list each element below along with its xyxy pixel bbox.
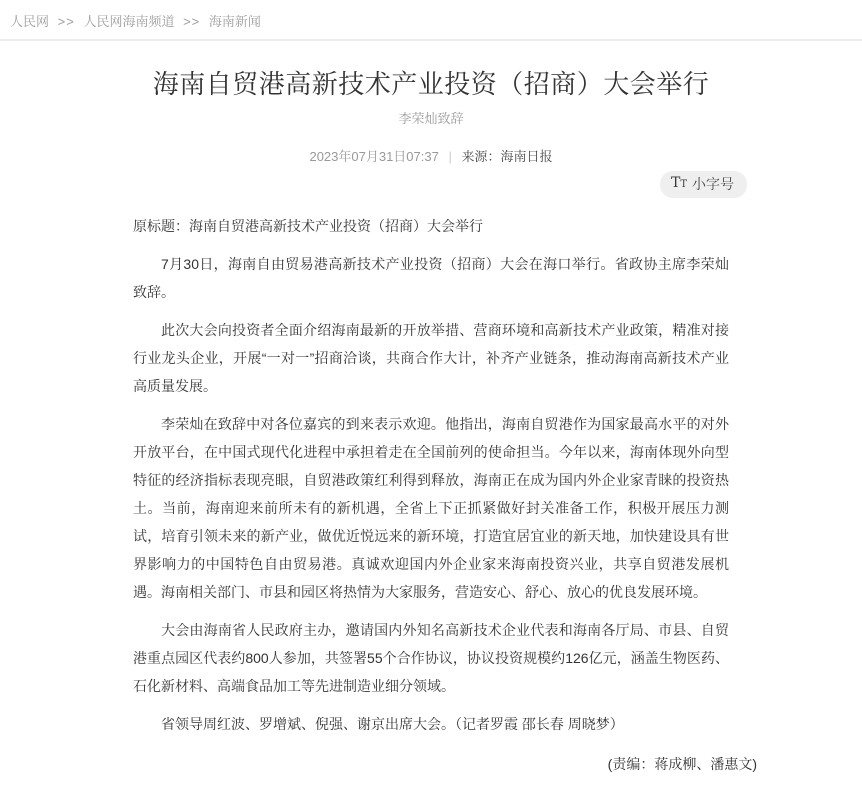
article-title: 海南自贸港高新技术产业投资（招商）大会举行	[152, 69, 710, 99]
article-body	[105, 212, 757, 790]
breadcrumb	[0, 0, 862, 41]
paragraph-4: 大会由海南省人民政府主办，邀请国内外知名高新技术企业代表和海南各厅局、市县、自贸港重点园区代表约800人参加，共签署55个合作协议，协议投资规模约126亿元，涵盖生物医药、石化新材料、高端食品加工等先进制造业细分领域。	[133, 622, 729, 694]
paragraph-5: 省领导周红波、罗增斌、倪强、谢京出席大会。（记者罗霞 邵长春 周晓梦）	[161, 716, 624, 732]
breadcrumb-separator: >>	[183, 14, 201, 29]
original-title-text: 海南自贸港高新技术产业投资（招商）大会举行	[189, 218, 483, 234]
publish-date: 2023年07月31日07:37	[309, 149, 439, 164]
breadcrumb-separator: >>	[57, 14, 75, 29]
breadcrumb-link-hainan-channel[interactable]: 人民网海南频道	[83, 14, 175, 29]
font-size-toolbar	[105, 171, 757, 198]
editors-credit: (责编：蒋成柳、潘惠文)	[607, 756, 757, 772]
paragraph-2: 此次大会向投资者全面介绍海南最新的开放举措、营商环境和高新技术产业政策，精准对接行业龙头企业，开展“一对一”招商洽谈，共商合作大计，补齐产业链条，推动海南高新技术产业高质量发展。	[133, 322, 729, 394]
source-label: 来源：	[461, 149, 501, 164]
original-title	[105, 212, 757, 240]
small-font-button[interactable]	[660, 171, 747, 198]
source-link[interactable]: 海南日报	[500, 149, 553, 164]
meta-separator: |	[448, 149, 452, 164]
article-subtitle: 李荣灿致辞	[398, 111, 464, 126]
paragraph-3: 李荣灿在致辞中对各位嘉宾的到来表示欢迎。他指出，海南自贸港作为国家最高水平的对外开放平台，在中国式现代化进程中承担着走在全国前列的使命担当。今年以来，海南体现外向型特征的经济指标表现亮眼，自贸港政策红利得到释放，海南正在成为国内外企业家青睐的投资热土。当前，海南迎来前所未有的新机遇，全省上下正抓紧做好封关准备工作，积极开展压力测试，培育引领未来的新产业，做优近悦远来的新环境，打造宜居宜业的新天地，加快建设具有世界影响力的中国特色自由贸易港。真诚欢迎国内外企业家来海南投资兴业，共享自贸港发展机遇。海南相关部门、市县和园区将热情为大家服务，营造安心、舒心、放心的优良发展环境。	[133, 416, 729, 600]
font-size-icon: T T	[670, 175, 687, 191]
article-meta	[105, 148, 757, 166]
paragraph-1: 7月30日，海南自由贸易港高新技术产业投资（招商）大会在海口举行。省政协主席李荣灿致辞。	[133, 256, 729, 300]
breadcrumb-link-hainan-news[interactable]: 海南新闻	[208, 14, 261, 29]
breadcrumb-link-peoples-net[interactable]: 人民网	[10, 14, 50, 29]
article	[105, 67, 757, 790]
small-font-label: 小字号	[692, 176, 734, 192]
original-title-label: 原标题：	[133, 218, 189, 234]
